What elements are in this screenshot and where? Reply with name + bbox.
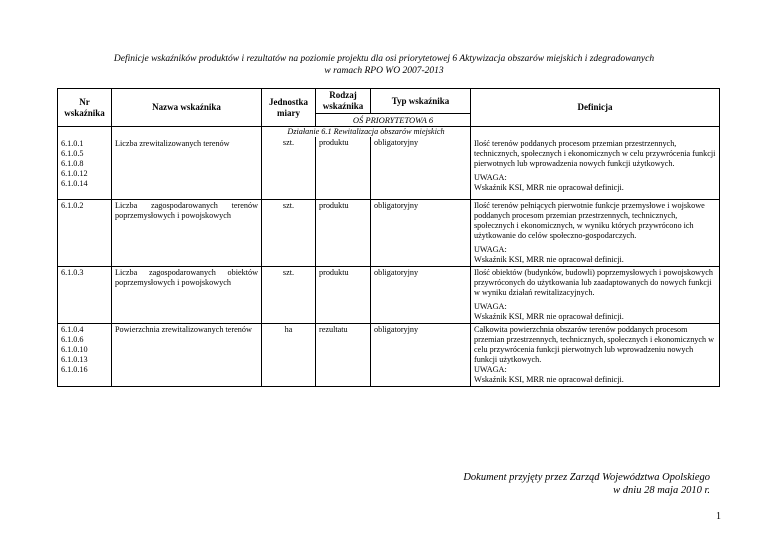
document-title [40,53,728,77]
nr-value: 6.1.0.10 [61,345,88,354]
row-3-nr: 6.1.0.3 [58,267,112,324]
header-nr: Nr wskaźnika [58,89,112,127]
uwaga-label: UWAGA: [474,302,507,311]
row-3-definicja [471,267,720,324]
page-number: 1 [716,511,721,522]
uwaga-text: Wskaźnik KSI, MRR nie opracował definicji. [474,255,624,264]
uwaga-label: UWAGA: [474,173,507,182]
row-2-jednostka: szt. [262,200,316,267]
uwaga-text: Wskaźnik KSI, MRR nie opracował definicji. [474,183,624,192]
uwaga-text: Wskaźnik KSI, MRR nie opracował definicji. [474,312,624,321]
table-row [58,267,720,324]
row-1-typ: obligatoryjny [371,137,471,200]
table-row [58,127,720,138]
row-3-rodzaj: produktu [316,267,371,324]
row-2-rodzaj: produktu [316,200,371,267]
nr-value: 6.1.0.6 [61,335,84,344]
row-2-definicja [471,200,720,267]
nr-value: 6.1.0.1 [61,139,84,148]
footer-line-2: w dniu 28 maja 2010 r. [613,485,710,496]
row-4-typ: obligatoryjny [371,324,471,387]
row-3-jednostka: szt. [262,267,316,324]
header-nazwa: Nazwa wskaźnika [112,89,262,127]
nr-value: 6.1.0.8 [61,159,84,168]
header-typ: Typ wskaźnika [371,89,471,114]
row-1-rodzaj: produktu [316,137,371,200]
indicators-table [57,88,720,387]
table-header-row [58,89,720,114]
definicja-text: Ilość obiektów (budynków, budowli) poprzemysłowych i powojskowych przywróconych do użytkowania lub zaadaptowanych do nowych funkcji w wyniku działań rewitalizacyjnych. [474,268,713,297]
row-1-nazwa [112,127,262,200]
uwaga-text: Wskaźnik KSI, MRR nie opracował definicji. [474,375,624,384]
row-4-nr [58,324,112,387]
nr-value: 6.1.0.14 [61,179,88,188]
definicja-text: Całkowita powierzchnia obszarów terenów poddanych procesom przemian przestrzennych, technicznych, społecznych i ekonomicznych w celu przywrócenia funkcji pierwotnych lub wprowadzeniu nowych funkcji użytkowych. [474,325,715,364]
header-rodzaj: Rodzaj wskaźnika [316,89,371,114]
table-row [58,324,720,387]
row-2-nr: 6.1.0.2 [58,200,112,267]
row-1-nr [58,127,112,200]
nr-value: 6.1.0.13 [61,355,88,364]
row-4-nazwa: Powierzchnia zrewitalizowanych terenów [112,324,262,387]
document-footer [463,471,710,497]
nr-value: 6.1.0.5 [61,149,84,158]
title-line-2: w ramach RPO WO 2007-2013 [324,66,444,76]
header-jednostka: Jednostka miary [262,89,316,127]
row-3-typ: obligatoryjny [371,267,471,324]
footer-line-1: Dokument przyjęty przez Zarząd Województwa Opolskiego [463,472,710,483]
definicja-text: Ilość terenów poddanych procesom przemian przestrzennych, technicznych, społecznych i ekonomicznych w celu przywrócenia funkcji pierwotnych lub wprowadzenia nowych funkcji użytkowych. [474,139,716,168]
uwaga-label: UWAGA: [474,365,507,374]
row-2-nazwa: Liczba zagospodarowanych terenów poprzemysłowych i powojskowych [112,200,262,267]
action-label: Działanie 6.1 Rewitalizacja obszarów miejskich [262,127,471,138]
row-2-typ: obligatoryjny [371,200,471,267]
nr-value: 6.1.0.16 [61,365,88,374]
title-line-1: Definicje wskaźników produktów i rezultatów na poziomie projektu dla osi priorytetowej 6 Aktywizacja obszarów miejskich i zdegradowanych [113,54,655,64]
row-4-definicja [471,324,720,387]
header-definicja: Definicja [471,89,720,127]
row-1-jednostka: szt. [262,137,316,200]
axis-label: OŚ PRIORYTETOWA 6 [316,114,471,127]
uwaga-label: UWAGA: [474,245,507,254]
table-row [58,200,720,267]
definicja-text: Ilość terenów pełniących pierwotnie funkcje przemysłowe i wojskowe poddanych procesom przemian przestrzennych, technicznych, społecznych i ekonomicznych, w wyniku których przywrócono ich użytkowanie do celów społeczno-gospodarczych. [474,201,705,240]
row-1-definicja [471,127,720,200]
row-3-nazwa: Liczba zagospodarowanych obiektów poprzemysłowych i powojskowych [112,267,262,324]
nr-value: 6.1.0.12 [61,169,88,178]
row-4-jednostka: ha [262,324,316,387]
nazwa-value: Liczba zrewitalizowanych terenów [115,139,230,148]
nr-value: 6.1.0.4 [61,325,84,334]
row-4-rodzaj: rezultatu [316,324,371,387]
